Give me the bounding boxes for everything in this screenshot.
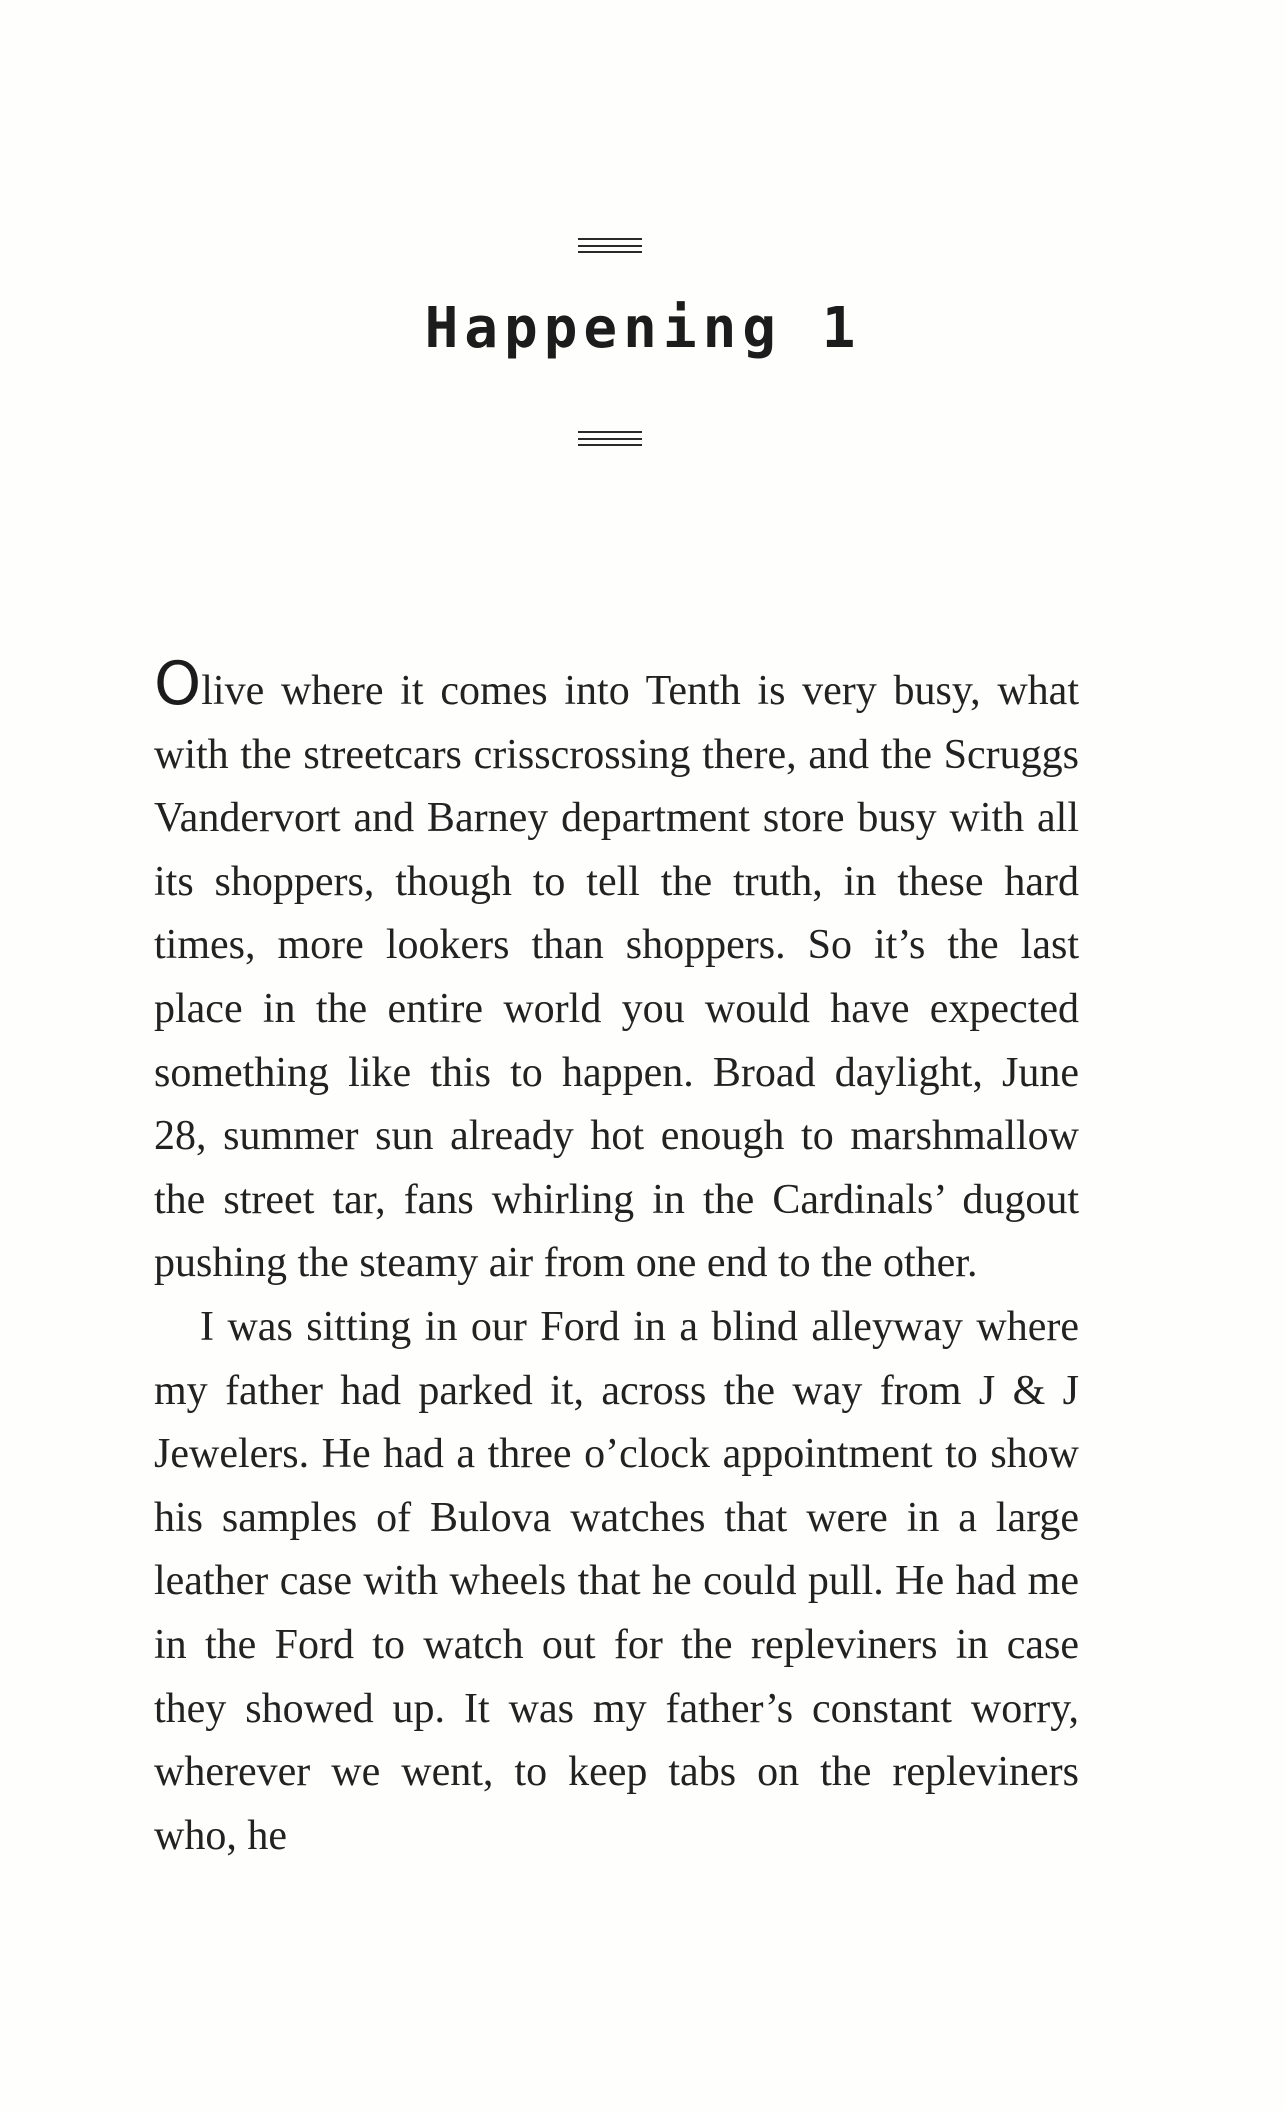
- chapter-body: [154, 649, 1079, 1868]
- chapter-title: Happening 1: [424, 296, 862, 361]
- ornament-rule-bottom: [578, 431, 642, 446]
- ornament-rule-top: [578, 238, 642, 253]
- paragraph-2: I was sitting in our Ford in a blind alleyway where my father had parked it, across the way from J & J Jewelers. He had a three o’clock appointment to show his samples of Bulova watches that were in a large leather case with wheels that he could pull. He had me in the Ford to watch out for the repleviners in case they showed up. It was my father’s constant worry, wherever we went, to keep tabs on the repleviners who, he: [154, 1303, 1079, 1859]
- paragraph-1: [154, 649, 1079, 1296]
- paragraph-1-text: live where it comes into Tenth is very busy, what with the streetcars crisscrossing there, and the Scruggs Vandervort and Barney department store busy with all its shoppers, though to tell the truth, in these hard times, more lookers than shoppers. So it’s the last place in the entire world you would have expected something like this to happen. Broad daylight, June 28, summer sun already hot enough to marshmallow the street tar, fans whirling in the Cardinals’ dugout pushing the steamy air from one end to the other.: [154, 668, 1079, 1287]
- drop-cap: O: [154, 649, 202, 719]
